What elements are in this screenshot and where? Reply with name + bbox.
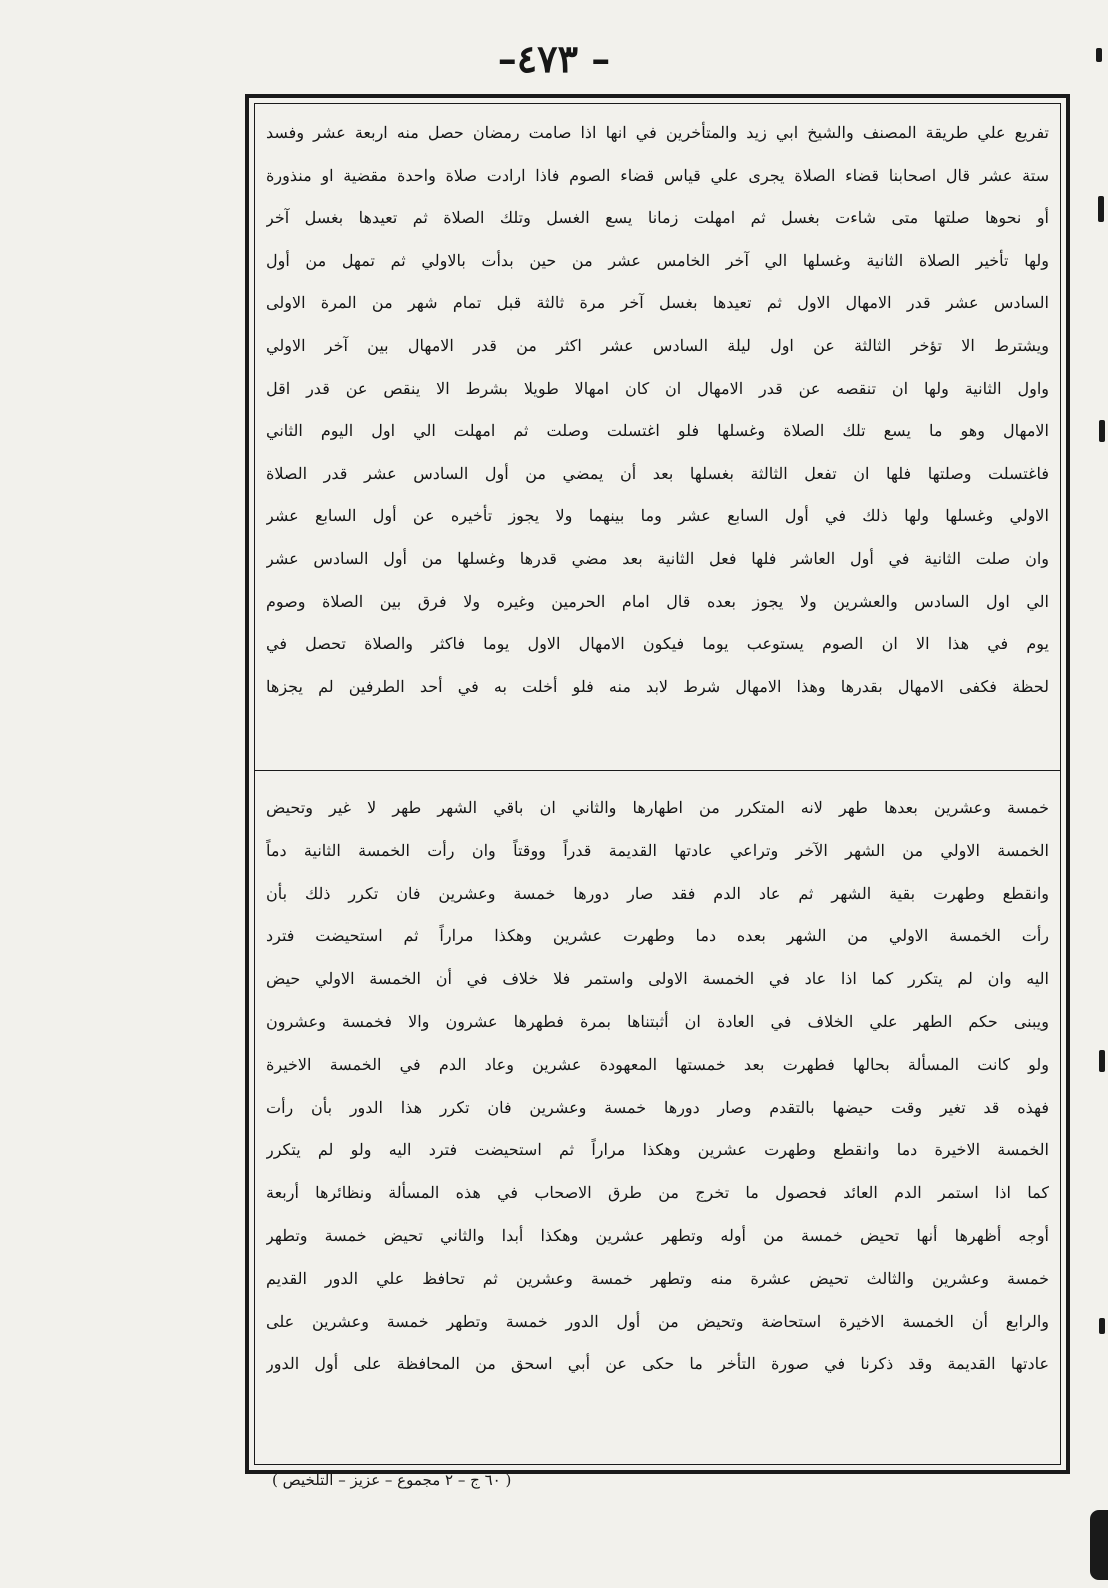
commentary-text-line: أوجه أظهرها أنها تحيض خمسة من أوله وتطهر عشرين وهكذا أبدا والثاني تحيض خمسة وتطهر bbox=[266, 1225, 1049, 1245]
main-text-line: لحظة فكفى الامهال بقدرها وهذا الامهال شرط لابد منه فلو أخلت به في أحد الطرفين لم يجزها bbox=[266, 676, 1049, 696]
main-text-line: ويشترط الا تؤخر الثالثة عن اول ليلة السادس عشر اكثر من قدر الامهال بين آخر الاولي bbox=[266, 335, 1049, 355]
commentary-text-line: كما اذا استمر الدم العائد فحصول ما تخرج من طرق الاصحاب في هذه المسألة ونظائرها أربعة bbox=[266, 1183, 1049, 1203]
section-divider bbox=[254, 770, 1061, 771]
main-text-line: ستة عشر قال اصحابنا قضاء الصلاة يجرى علي قياس قضاء الصوم فاذا ارادت صلاة واحدة مقضية او منذورة bbox=[266, 165, 1049, 185]
main-text-line: ولها تأخير الصلاة الثانية وغسلها الي آخر الخامس عشر من حين بدأت بالاولي ثم تمهل من أول bbox=[266, 250, 1049, 270]
main-text-line: وان صلت الثانية في أول العاشر فلها فعل الثانية بعد مضي قدرها وغسلها من أول السادس عشر bbox=[266, 548, 1049, 568]
commentary-text-line: الخمسة الاخيرة دما وانقطع وطهرت عشرين وهكذا مراراً ثم استحيضت فترد اليه ولو لم يتكرر bbox=[266, 1140, 1049, 1160]
margin-mark bbox=[1099, 420, 1105, 442]
commentary-text-line: اليه وان لم يتكرر كما اذا عاد في الخمسة الاولى واستمر فلا خلاف في أن الخمسة الاولي حيض bbox=[266, 969, 1049, 989]
main-text bbox=[266, 112, 1049, 708]
commentary-text-line: رأت الخمسة الاولي من الشهر بعده دما وطهرت عشرين وهكذا مراراً ثم استحيضت فترد bbox=[266, 926, 1049, 946]
commentary-text bbox=[266, 787, 1049, 1386]
commentary-text-line: خمسة وعشرين بعدها طهر لانه المتكرر من اطهارها والثاني ان باقي الشهر طهر لا غير وتحيض bbox=[266, 798, 1049, 817]
margin-mark bbox=[1096, 48, 1102, 62]
commentary-text-line: ولو كانت المسألة بحالها فطهرت بعد خمستها المعهودة عشرين وعاد الدم في الخمسة الاخيرة bbox=[266, 1054, 1049, 1074]
main-text-line: تفريع علي طريقة المصنف والشيخ ابي زيد والمتأخرين في انها اذا صامت رمضان حصل منه اربعة عشر وفسد bbox=[266, 123, 1049, 142]
margin-mark bbox=[1098, 196, 1104, 222]
main-text-line: واول الثانية ولها ان تنقصه عن قدر الامهال ان كان امهالا طويلا بشرط الا ينقص عن قدر اقل bbox=[266, 378, 1049, 398]
commentary-text-line: وانقطع وطهرت بقية الشهر ثم عاد الدم فقد صار دورها خمسة وعشرين فان تكرر ذلك بأن bbox=[266, 883, 1049, 903]
footer-signature: ( ٦٠ ج – ٢ مجموع – عزيز – التلخيص ) bbox=[272, 1471, 512, 1489]
main-text-line: السادس عشر قدر الامهال الاول ثم تعيدها بغسل آخر مرة ثالثة قبل تمام شهر من المرة الاولى bbox=[266, 293, 1049, 313]
commentary-text-line: ويبنى حكم الطهر علي الخلاف في العادة ان أثبتناها بمرة فطهرها عشرون والا فخمسة وعشرون bbox=[266, 1011, 1049, 1031]
page-number: – ٤٧٣– bbox=[497, 36, 611, 81]
margin-mark bbox=[1099, 1318, 1105, 1334]
main-text-line: الامهال وهو ما يسع تلك الصلاة وغسلها فلو اغتسلت وصلت ثم امهلت الي اول اليوم الثاني bbox=[266, 421, 1049, 441]
commentary-text-line: عادتها القديمة وقد ذكرنا في صورة التأخر ما حكى عن أبي اسحق من المحافظة على أول الدور bbox=[266, 1354, 1049, 1374]
margin-mark bbox=[1090, 1510, 1108, 1580]
main-text-line: أو نحوها صلتها متى شاءت بغسل ثم امهلت زمانا يسع الغسل وتلك الصلاة ثم تعيدها بغسل آخر bbox=[266, 208, 1049, 228]
main-text-line: الي اول السادس والعشرين ولا يجوز بعده قال امام الحرمين وغيره ولا فرق بين الصلاة وصوم bbox=[266, 591, 1049, 611]
commentary-text-line: خمسة وعشرين والثالث تحيض عشرة منه وتطهر خمسة وعشرين ثم تحافظ علي الدور القديم bbox=[266, 1268, 1049, 1288]
main-text-line: يوم في هذا الا ان الصوم يستوعب يوما فيكون الامهال الاول يوما فاكثر والصلاة تحصل في bbox=[266, 634, 1049, 654]
main-text-line: الاولي وغسلها ولها ذلك في أول السابع عشر وما بينهما ولا يجوز تأخيره عن أول السابع عشر bbox=[266, 506, 1049, 526]
commentary-text-line: الخمسة الاولي من الشهر الآخر وتراعي عادتها القديمة قدراً ووقتاً وان رأت الخمسة الثانية دماً bbox=[266, 840, 1049, 860]
margin-mark bbox=[1099, 1050, 1105, 1072]
main-text-line: فاغتسلت وصلتها فلها ان تفعل الثالثة بغسلها بعد أن يمضي من أول السادس عشر قدر الصلاة bbox=[266, 463, 1049, 483]
commentary-text-line: والرابع أن الخمسة الاخيرة استحاضة وتحيض من أول الدور خمسة وتطهر خمسة وعشرين على bbox=[266, 1311, 1049, 1331]
commentary-text-line: فهذه قد تغير وقت حيضها بالتقدم وصار دورها خمسة وعشرين فان تكرر هذا الدور بأن رأت bbox=[266, 1097, 1049, 1117]
